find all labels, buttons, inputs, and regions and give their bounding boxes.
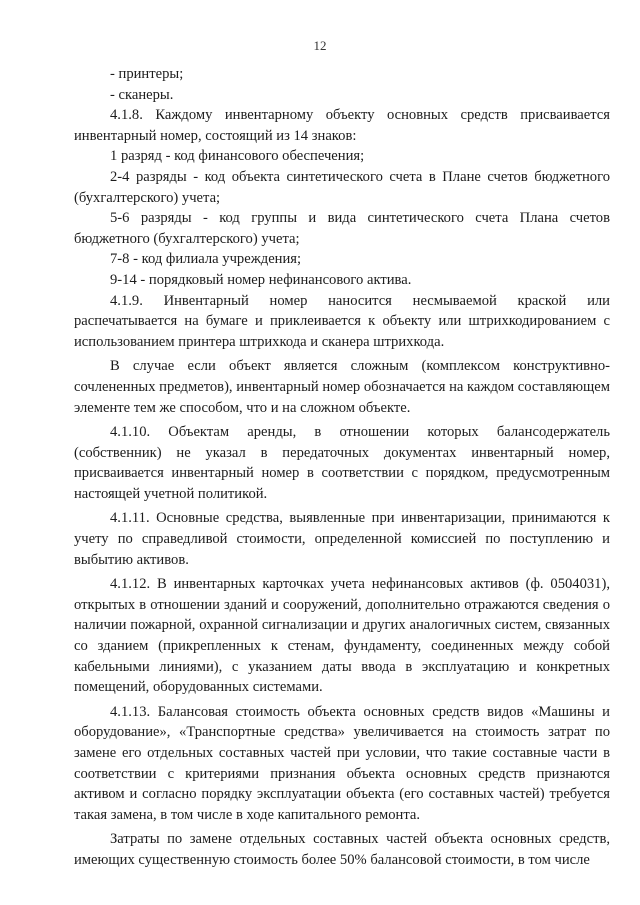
paragraph-4-1-11: 4.1.11. Основные средства, выявленные при инвентаризации, принимаются к учету по справедливой стоимости, определенной комиссией по поступлению и выбытию активов.	[74, 510, 610, 568]
list-item-digits-7-8: 7-8 - код филиала учреждения;	[110, 251, 302, 268]
paragraph-complex-object: В случае если объект является сложным (комплексом конструктивно-сочлененных предметов), инвентарный номер обозначается на каждом составляющем элементе тем же способом, что и на сложном объекте.	[74, 358, 610, 416]
list-item-digits-9-14: 9-14 - порядковый номер нефинансового актива.	[110, 271, 412, 288]
list-item-scanners: - сканеры.	[110, 86, 174, 103]
list-item-digits-5-6: 5-6 разряды - код группы и вида синтетического счета Плана счетов бюджетного (бухгалтерского) учета;	[74, 210, 610, 247]
document-body	[74, 64, 610, 871]
list-item-digit-1: 1 разряд - код финансового обеспечения;	[110, 148, 365, 165]
paragraph-4-1-10: 4.1.10. Объектам аренды, в отношении которых балансодержатель (собственник) не указал в передаточных документах инвентарный номер, присваивается инвентарный номер в соответствии с порядком, предусмотренным настоящей учетной политикой.	[74, 424, 610, 502]
list-item-digits-2-4: 2-4 разряды - код объекта синтетического счета в Плане счетов бюджетного (бухгалтерского) учета;	[74, 168, 610, 206]
paragraph-4-1-9: 4.1.9. Инвентарный номер наносится несмываемой краской или распечатывается на бумаге и приклеивается к объекту или штрихкодированием с использованием принтера штрихкода и сканера штрихкода.	[74, 292, 610, 350]
page-number: 12	[313, 38, 327, 53]
paragraph-4-1-12: 4.1.12. В инвентарных карточках учета нефинансовых активов (ф. 0504031), открытых в отношении зданий и сооружений, дополнительно отражаются сведения о наличии пожарной, охранной сигнализации и других аналогичных систем, связанных со зданием (прикрепленных к стенам, фундаменту, соединенных между собой кабельными линиями), с указанием даты ввода в эксплуатацию и конкретных помещений, оборудованных системами.	[74, 576, 610, 696]
paragraph-4-1-13: 4.1.13. Балансовая стоимость объекта основных средств видов «Машины и оборудование», «Транспортные средства» увеличивается на стоимость затрат по замене его отдельных составных частей при условии, что такие составные части в соответствии с критериями признания объекта основных средств признаются активом и согласно порядку эксплуатации объекта (его составных частей) требуется такая замена, в том числе в ходе капитального ремонта.	[74, 703, 610, 823]
paragraph-4-1-8: 4.1.8. Каждому инвентарному объекту основных средств присваивается инвентарный номер, состоящий из 14 знаков:	[74, 107, 610, 144]
paragraph-replacement-costs: Затраты по замене отдельных составных частей объекта основных средств, имеющих существенную стоимость более 50% балансовой стоимости, в том числе	[74, 831, 610, 868]
list-item-printers: - принтеры;	[110, 66, 184, 82]
